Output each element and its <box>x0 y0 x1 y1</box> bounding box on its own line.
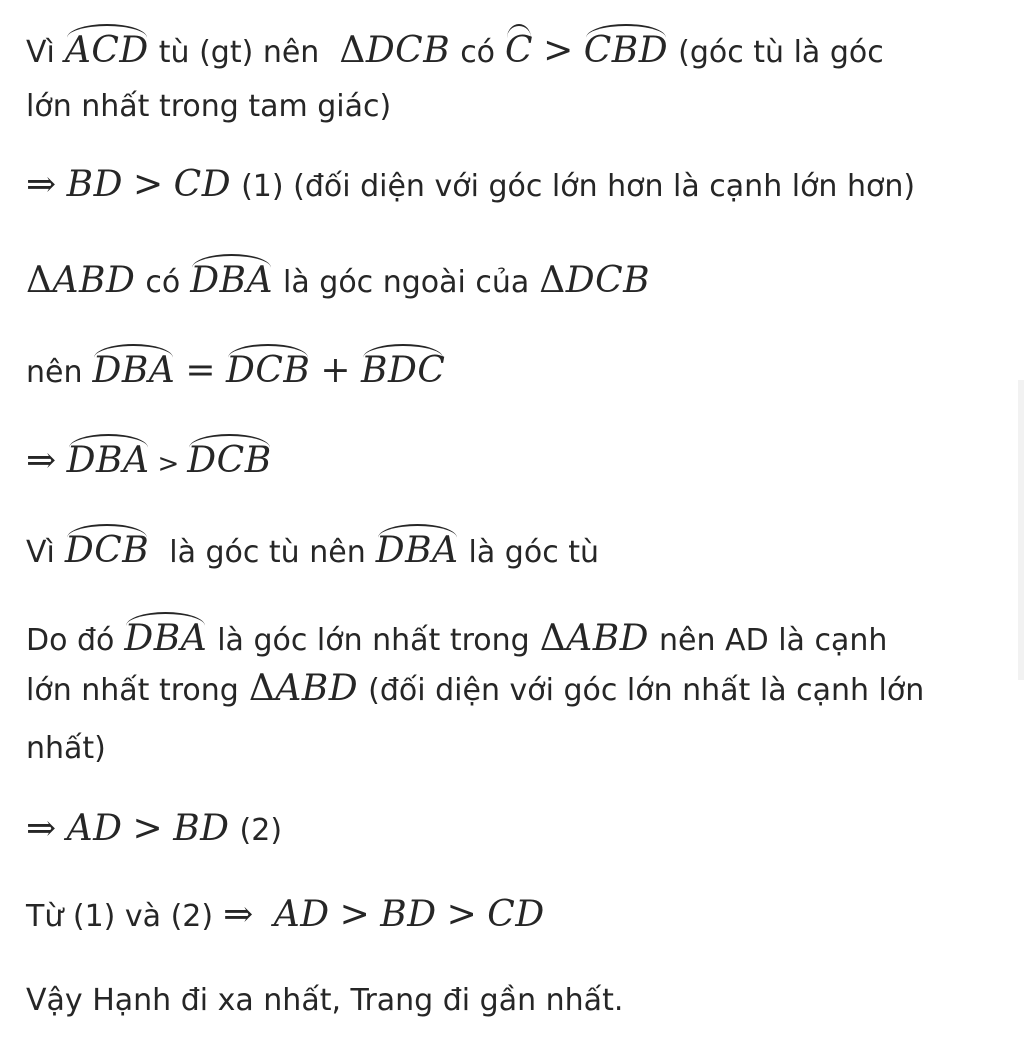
angle-dcb: DCB <box>65 522 149 570</box>
angle-dba: DBA <box>124 610 207 658</box>
text: Do đó <box>26 623 115 658</box>
line-2 <box>26 88 391 126</box>
conclusion-text: Vậy Hạnh đi xa nhất, Trang đi gần nhất. <box>26 983 624 1018</box>
angle-dba: DBA <box>67 432 150 480</box>
math-abd: ABD <box>275 668 359 709</box>
text: là góc tù nên <box>169 535 366 570</box>
text: (2) <box>239 813 283 848</box>
implies-arrow: ⇒ <box>223 894 254 935</box>
angle-bdc: BDC <box>361 342 445 390</box>
math-abd: ABD <box>566 618 650 659</box>
math-abd: ABD <box>52 260 136 301</box>
triangle-symbol: Δ <box>339 30 366 71</box>
text: là góc ngoài của <box>283 265 530 300</box>
triangle-symbol: Δ <box>539 618 567 659</box>
text: Vì <box>26 535 55 570</box>
angle-dba: DBA <box>376 522 459 570</box>
text: (góc tù là góc <box>678 35 884 70</box>
math-bd: BD <box>173 808 230 849</box>
math-ad: AD <box>66 808 123 849</box>
line-8 <box>26 610 888 659</box>
text: nên AD là cạnh <box>659 623 888 658</box>
text: lớn nhất trong <box>26 673 239 708</box>
gt-symbol: > <box>133 164 164 205</box>
angle-dba: DBA <box>190 252 273 300</box>
scrollbar[interactable] <box>1018 380 1024 680</box>
math-cd: CD <box>173 164 232 205</box>
gt-symbol: > <box>446 894 478 935</box>
text: lớn nhất trong tam giác) <box>26 89 392 124</box>
gt-symbol: > <box>339 894 371 935</box>
text: tù (gt) nên <box>158 35 320 70</box>
angle-dba: DBA <box>92 342 175 390</box>
line-5 <box>26 342 446 391</box>
line-4 <box>26 252 651 301</box>
line-3 <box>26 166 915 204</box>
math-ad: AD <box>273 894 330 935</box>
line-13 <box>26 982 623 1020</box>
gt-symbol: > <box>543 30 574 71</box>
text: có <box>460 35 496 70</box>
angle-cbd: CBD <box>584 22 668 70</box>
triangle-symbol: Δ <box>539 260 566 301</box>
line-12 <box>26 896 545 934</box>
angle-dcb: DCB <box>187 432 271 480</box>
line-10 <box>26 730 106 768</box>
text: có <box>145 265 181 300</box>
line-7 <box>26 522 600 571</box>
math-bd: BD <box>66 164 123 205</box>
angle-c: C <box>505 22 533 70</box>
math-dcb: DCB <box>365 30 451 71</box>
implies-arrow: ⇒ <box>26 808 57 849</box>
triangle-symbol: Δ <box>248 668 276 709</box>
math-bd: BD <box>380 894 437 935</box>
angle-dcb: DCB <box>226 342 310 390</box>
angle-acd: ACD <box>65 22 149 70</box>
text: Vì <box>26 35 55 70</box>
text: (đối diện với góc lớn nhất là cạnh lớn <box>368 673 925 708</box>
triangle-symbol: Δ <box>26 260 53 301</box>
gt-symbol: > <box>132 808 164 849</box>
text: (1) (đối diện với góc lớn hơn là cạnh lớn hơn) <box>241 169 916 204</box>
math-cd: CD <box>487 894 545 935</box>
line-9 <box>26 670 924 708</box>
text: nhất) <box>26 731 106 766</box>
gt-symbol: > <box>157 449 180 479</box>
line-1 <box>26 22 884 71</box>
text: nên <box>26 355 83 390</box>
line-11 <box>26 810 282 848</box>
text: là góc lớn nhất trong <box>217 623 530 658</box>
text: là góc tù <box>468 535 600 570</box>
text: Từ (1) và (2) <box>26 899 214 934</box>
implies-arrow: ⇒ <box>26 440 57 481</box>
math-dcb: DCB <box>565 260 651 301</box>
equals-symbol: = <box>185 350 216 391</box>
line-6 <box>26 432 272 481</box>
plus-symbol: + <box>320 350 352 391</box>
implies-arrow: ⇒ <box>26 164 57 205</box>
